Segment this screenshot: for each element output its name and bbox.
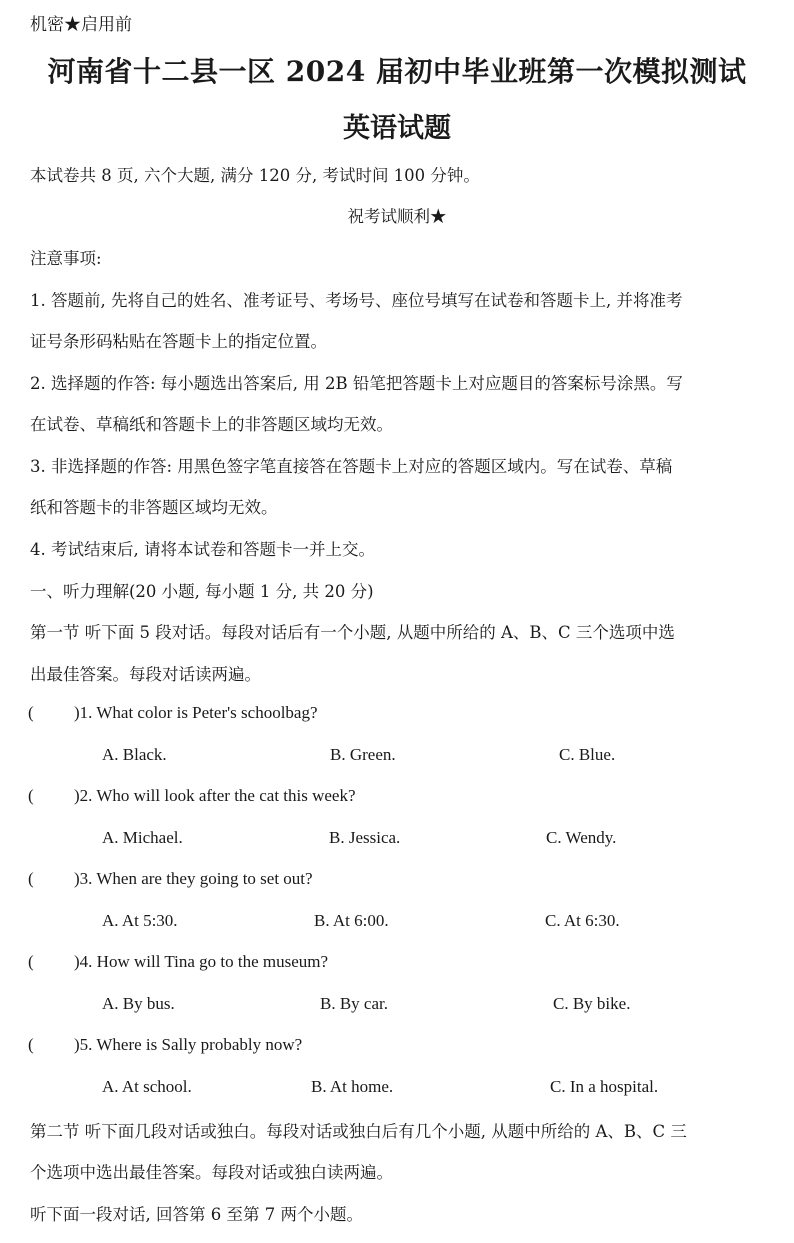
notice-item-3-line-1: 3. 非选择题的作答: 用黑色签字笔直接答在答题卡上对应的答题区域内。写在试卷、草稿 xyxy=(30,457,673,476)
confidential-label: 机密★启用前 xyxy=(30,15,132,35)
option-a: A. Black. xyxy=(102,745,167,764)
option-b: B. Jessica. xyxy=(329,828,401,847)
notice-item-4: 4. 考试结束后, 请将本试卷和答题卡一并上交。 xyxy=(30,540,375,559)
option-b: B. At 6:00. xyxy=(314,911,389,930)
answer-blank: ( xyxy=(28,786,34,805)
question-text: )3. When are they going to set out? xyxy=(74,869,313,888)
question-4 xyxy=(28,952,328,972)
option-c: C. Blue. xyxy=(559,745,616,764)
option-c: C. By bike. xyxy=(553,994,631,1013)
notice-item-1-line-2: 证号条形码粘贴在答题卡上的指定位置。 xyxy=(30,332,327,351)
part1-heading: 一、听力理解(20 小题, 每小题 1 分, 共 20 分) xyxy=(30,582,374,601)
question-text: )1. What color is Peter's schoolbag? xyxy=(74,703,318,722)
notice-item-2-line-2: 在试卷、草稿纸和答题卡上的非答题区域均无效。 xyxy=(30,415,393,434)
option-a: A. At 5:30. xyxy=(102,911,178,930)
option-b: B. At home. xyxy=(311,1077,394,1096)
option-c: C. Wendy. xyxy=(546,828,617,847)
answer-blank: ( xyxy=(28,869,34,888)
question-2 xyxy=(28,786,356,806)
question-text: )5. Where is Sally probably now? xyxy=(74,1035,303,1054)
question-text: )2. Who will look after the cat this week? xyxy=(74,786,356,805)
option-a: A. By bus. xyxy=(102,994,175,1013)
option-b: B. By car. xyxy=(320,994,388,1013)
question-5 xyxy=(28,1035,302,1055)
notice-item-3-line-2: 纸和答题卡的非答题区域均无效。 xyxy=(30,498,278,517)
option-b: B. Green. xyxy=(330,745,396,764)
option-c: C. At 6:30. xyxy=(545,911,620,930)
notice-item-2-line-1: 2. 选择题的作答: 每小题选出答案后, 用 2B 铅笔把答题卡上对应题目的答案标号涂黑。写 xyxy=(30,374,683,393)
question-1 xyxy=(28,703,318,723)
option-c: C. In a hospital. xyxy=(550,1077,659,1096)
option-a: A. Michael. xyxy=(102,828,183,847)
answer-blank: ( xyxy=(28,952,34,971)
exam-subtitle: 英语试题 xyxy=(343,113,451,144)
exam-title: 河南省十二县一区 2024 届初中毕业班第一次模拟测试 xyxy=(47,55,747,88)
question-3 xyxy=(28,869,313,889)
section2-instruction-line-2: 个选项中选出最佳答案。每段对话或独白读两遍。 xyxy=(30,1163,393,1182)
section2-instruction-line-1: 第二节 听下面几段对话或独白。每段对话或独白后有几个小题, 从题中所给的 A、B、C 三 xyxy=(30,1122,687,1141)
question-text: )4. How will Tina go to the museum? xyxy=(74,952,329,971)
section1-instruction-line-2: 出最佳答案。每段对话读两遍。 xyxy=(30,665,261,684)
exam-intro: 本试卷共 8 页, 六个大题, 满分 120 分, 考试时间 100 分钟。 xyxy=(30,166,480,185)
listening-instruction: 听下面一段对话, 回答第 6 至第 7 两个小题。 xyxy=(30,1205,363,1224)
answer-blank: ( xyxy=(28,703,34,722)
notice-heading: 注意事项: xyxy=(30,249,102,268)
section1-instruction-line-1: 第一节 听下面 5 段对话。每段对话后有一个小题, 从题中所给的 A、B、C 三个选项中选 xyxy=(30,623,675,642)
answer-blank: ( xyxy=(28,1035,34,1054)
good-luck-text: 祝考试顺利★ xyxy=(347,207,447,226)
option-a: A. At school. xyxy=(102,1077,192,1096)
notice-item-1-line-1: 1. 答题前, 先将自己的姓名、准考证号、考场号、座位号填写在试卷和答题卡上, 并将准考 xyxy=(30,291,683,310)
